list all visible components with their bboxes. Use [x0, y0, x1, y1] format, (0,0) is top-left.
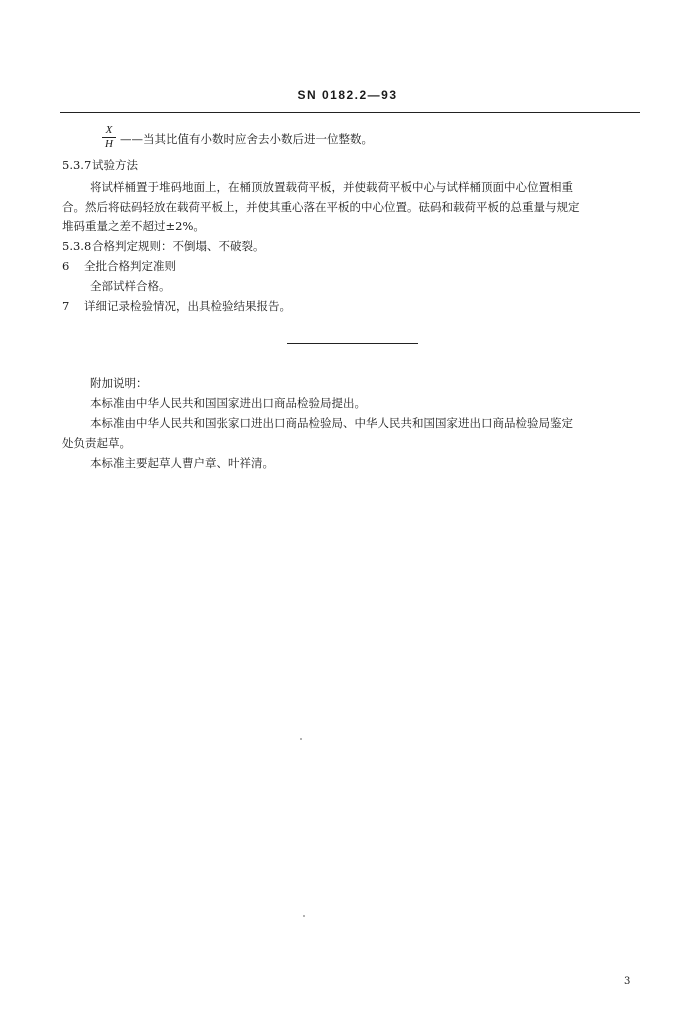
section-5-3-8: [62, 238, 265, 254]
appendix-line-2: 本标准由中华人民共和国张家口进出口商品检验局、中华人民共和国国家进出口商品检验局鉴定: [90, 416, 573, 430]
formula-denominator: H: [105, 138, 113, 150]
standard-code-header: SN 0182.2—93: [297, 88, 398, 102]
section-5-3-7-heading: [62, 157, 138, 173]
test-method-line-3: 堆码重量之差不超过±2%。: [62, 219, 205, 233]
scan-speck: [303, 915, 305, 917]
section-7: [62, 298, 291, 314]
formula-numerator: X: [105, 124, 113, 136]
header-rule: [60, 112, 640, 113]
test-method-line-1: 将试样桶置于堆码地面上，在桶顶放置载荷平板，并使载荷平板中心与试样桶顶面中心位置相重: [90, 180, 573, 194]
section-divider: [287, 343, 418, 344]
scan-speck: [300, 738, 302, 740]
section-title: 全批合格判定准则: [84, 259, 176, 273]
section-number: 6: [62, 259, 70, 273]
formula-description: ——当其比值有小数时应舍去小数后进一位整数。: [120, 132, 373, 146]
section-text: 详细记录检验情况，出具检验结果报告。: [84, 299, 291, 313]
appendix-line-3: 处负责起草。: [62, 436, 131, 450]
appendix-line-1: 本标准由中华人民共和国国家进出口商品检验局提出。: [90, 396, 366, 410]
section-number: 5.3.7: [62, 158, 92, 172]
section-6-text: 全部试样合格。: [90, 279, 171, 293]
section-6-heading: [62, 258, 176, 274]
appendix-line-4: 本标准主要起草人曹户章、叶祥清。: [90, 456, 274, 470]
section-title: 试验方法: [92, 158, 138, 172]
section-number: 7: [62, 299, 70, 313]
test-method-line-2: 合。然后将砝码轻放在载荷平板上，并使其重心落在平板的中心位置。砝码和载荷平板的总重量与规定: [62, 200, 580, 214]
section-text: 合格判定规则：不倒塌、不破裂。: [92, 239, 265, 253]
section-number: 5.3.8: [62, 239, 92, 253]
appendix-title: 附加说明：: [90, 376, 148, 390]
ratio-formula: [102, 124, 116, 151]
page-number: 3: [624, 976, 631, 987]
